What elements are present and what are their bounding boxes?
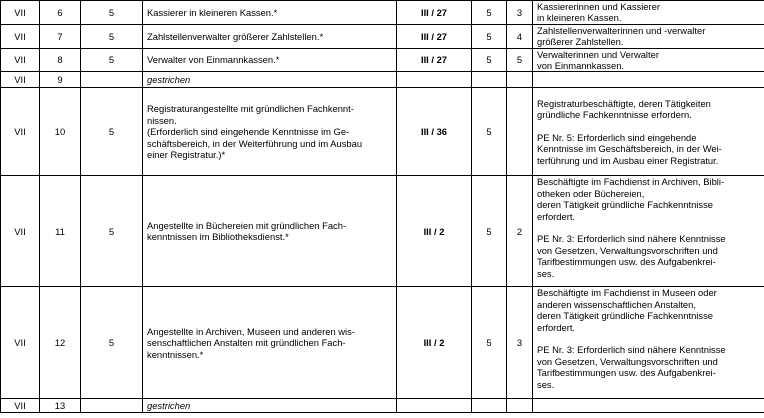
remark-line: Tarifbestimmungen usw. des Aufgabenkrei- <box>537 367 716 379</box>
description-line: nissen. <box>147 114 177 126</box>
description-cell <box>143 88 397 176</box>
description-cell <box>143 176 397 287</box>
fallgruppe-cell: 5 <box>81 176 143 287</box>
remark-line: otheken oder Büchereien, <box>537 187 645 199</box>
description-cell <box>143 48 397 72</box>
remark-line: Tarifbestimmungen usw. des Aufgabenkrei- <box>537 256 716 268</box>
number-cell: 11 <box>40 176 81 287</box>
verguetungsgruppe-cell: VII <box>1 72 40 88</box>
group-cell: III / 2 <box>397 176 472 287</box>
remark-line: größerer Zahlstellen. <box>537 36 624 48</box>
remark-line: anderen wissenschaftlichen Anstalten, <box>537 298 696 310</box>
remark-line: von Gesetzen, Verwaltungsvorschriften und <box>537 244 718 256</box>
remark-cell <box>533 176 764 287</box>
number-cell: 10 <box>40 88 81 176</box>
description-line: Kassierer in kleineren Kassen.* <box>147 6 278 18</box>
description-line: Registraturangestellte mit gründlichen Fachkennt- <box>147 103 354 115</box>
description-line: (Erforderlich sind eingehende Kenntnisse im Ge- <box>147 126 350 138</box>
description-cell <box>143 72 397 88</box>
stufe-cell: 3 <box>507 287 533 399</box>
description-line: senschaftlichen Anstalten mit gründlichen Fach- <box>147 337 346 349</box>
group-cell: III / 2 <box>397 287 472 399</box>
remark-cell <box>533 48 764 72</box>
table-row <box>1 176 764 287</box>
paragraph-gap <box>537 121 760 132</box>
table-row <box>1 1 764 25</box>
table-row <box>1 287 764 399</box>
remark-line: in kleineren Kassen. <box>537 12 622 24</box>
fallgruppe-cell <box>81 72 143 88</box>
group-cell: III / 27 <box>397 1 472 25</box>
remark-line: deren Tätigkeit gründliche Fachkenntnisse <box>537 310 713 322</box>
fallgruppe-cell <box>81 399 143 413</box>
verguetungsgruppe-cell: VII <box>1 1 40 25</box>
stufe-cell: 4 <box>507 24 533 48</box>
table-row <box>1 24 764 48</box>
group-cell: III / 36 <box>397 88 472 176</box>
verguetungsgruppe-cell: VII <box>1 176 40 287</box>
stufe-cell <box>507 72 533 88</box>
description-line: Angestellte in Büchereien mit gründlichen Fach- <box>147 220 347 232</box>
table-row <box>1 48 764 72</box>
remark-line: Zahlstellenverwalterinnen und -verwalter <box>537 24 706 36</box>
paragraph-gap <box>537 333 760 344</box>
entgelt-cell: 5 <box>472 287 507 399</box>
group-cell: III / 27 <box>397 48 472 72</box>
group-cell <box>397 399 472 413</box>
remark-cell <box>533 399 764 413</box>
number-cell: 7 <box>40 24 81 48</box>
group-cell <box>397 72 472 88</box>
remark-line: ses. <box>537 267 555 279</box>
description-line: schäftsbereich, in der Weiterführung und im Ausbau <box>147 137 363 149</box>
fallgruppe-cell: 5 <box>81 24 143 48</box>
table-row <box>1 72 764 88</box>
table-row <box>1 399 764 413</box>
verguetungsgruppe-cell: VII <box>1 399 40 413</box>
remark-line: von Gesetzen, Verwaltungsvorschriften und <box>537 355 718 367</box>
remark-line: erfordert. <box>537 321 576 333</box>
stufe-cell: 5 <box>507 48 533 72</box>
description-line: einer Registratur.)* <box>147 149 226 161</box>
entgelt-cell: 5 <box>472 88 507 176</box>
description-line: kenntnissen im Bibliotheksdienst.* <box>147 231 289 243</box>
number-cell: 13 <box>40 399 81 413</box>
description-line: Verwalter von Einmannkassen.* <box>147 54 280 66</box>
stufe-cell: 2 <box>507 176 533 287</box>
remark-line: gründliche Fachkenntnisse erfordern. <box>537 109 692 121</box>
remark-cell <box>533 88 764 176</box>
description-cell <box>143 287 397 399</box>
entgelt-cell: 5 <box>472 1 507 25</box>
stufe-cell: 3 <box>507 1 533 25</box>
remark-line: PE Nr. 3: Erforderlich sind nähere Kenntnisse <box>537 233 726 245</box>
remark-line: von Einmannkassen. <box>537 60 625 72</box>
stufe-cell <box>507 88 533 176</box>
description-line: gestrichen <box>147 400 191 412</box>
description-cell <box>143 399 397 413</box>
verguetungsgruppe-cell: VII <box>1 287 40 399</box>
verguetungsgruppe-cell: VII <box>1 24 40 48</box>
description-line: gestrichen <box>147 74 191 86</box>
table-body <box>1 1 764 413</box>
number-cell: 9 <box>40 72 81 88</box>
remark-line: erfordert. <box>537 210 576 222</box>
description-line: Angestellte in Archiven, Museen und anderen wis- <box>147 325 355 337</box>
remark-line: Registraturbeschäftigte, deren Tätigkeiten <box>537 97 711 109</box>
paragraph-gap <box>537 222 760 233</box>
entgelt-cell: 5 <box>472 24 507 48</box>
remark-line: PE Nr. 5: Erforderlich sind eingehende <box>537 131 697 143</box>
description-line: kenntnissen.* <box>147 348 204 360</box>
remark-line: Beschäftigte im Fachdienst in Museen oder <box>537 287 717 299</box>
fallgruppe-cell: 5 <box>81 48 143 72</box>
fallgruppe-cell: 5 <box>81 88 143 176</box>
number-cell: 6 <box>40 1 81 25</box>
remark-cell <box>533 72 764 88</box>
remark-cell <box>533 24 764 48</box>
entgelt-cell <box>472 399 507 413</box>
stufe-cell <box>507 399 533 413</box>
fallgruppe-cell: 5 <box>81 287 143 399</box>
remark-cell <box>533 287 764 399</box>
remark-line: PE Nr. 3: Erforderlich sind nähere Kenntnisse <box>537 344 726 356</box>
remark-line: terführung und im Ausbau einer Registratur. <box>537 154 719 166</box>
table-row <box>1 88 764 176</box>
verguetungsgruppe-cell: VII <box>1 88 40 176</box>
remark-line: ses. <box>537 378 555 390</box>
entgelt-cell <box>472 72 507 88</box>
remark-cell <box>533 1 764 25</box>
remark-line: Beschäftigte im Fachdienst in Archiven, Bibli- <box>537 176 725 188</box>
number-cell: 8 <box>40 48 81 72</box>
remark-line: Verwalterinnen und Verwalter <box>537 48 659 60</box>
group-cell: III / 27 <box>397 24 472 48</box>
remark-line: Kassiererinnen und Kassierer <box>537 1 660 12</box>
entgelt-cell: 5 <box>472 176 507 287</box>
remark-line: Kenntnisse im Geschäftsbereich, in der Wei- <box>537 143 722 155</box>
fallgruppe-cell: 5 <box>81 1 143 25</box>
entgelt-cell: 5 <box>472 48 507 72</box>
description-line: Zahlstellenverwalter größerer Zahlstellen.* <box>147 30 324 42</box>
remark-line: deren Tätigkeit gründliche Fachkenntnisse <box>537 199 713 211</box>
description-cell <box>143 1 397 25</box>
description-cell <box>143 24 397 48</box>
verguetungsgruppe-cell: VII <box>1 48 40 72</box>
number-cell: 12 <box>40 287 81 399</box>
